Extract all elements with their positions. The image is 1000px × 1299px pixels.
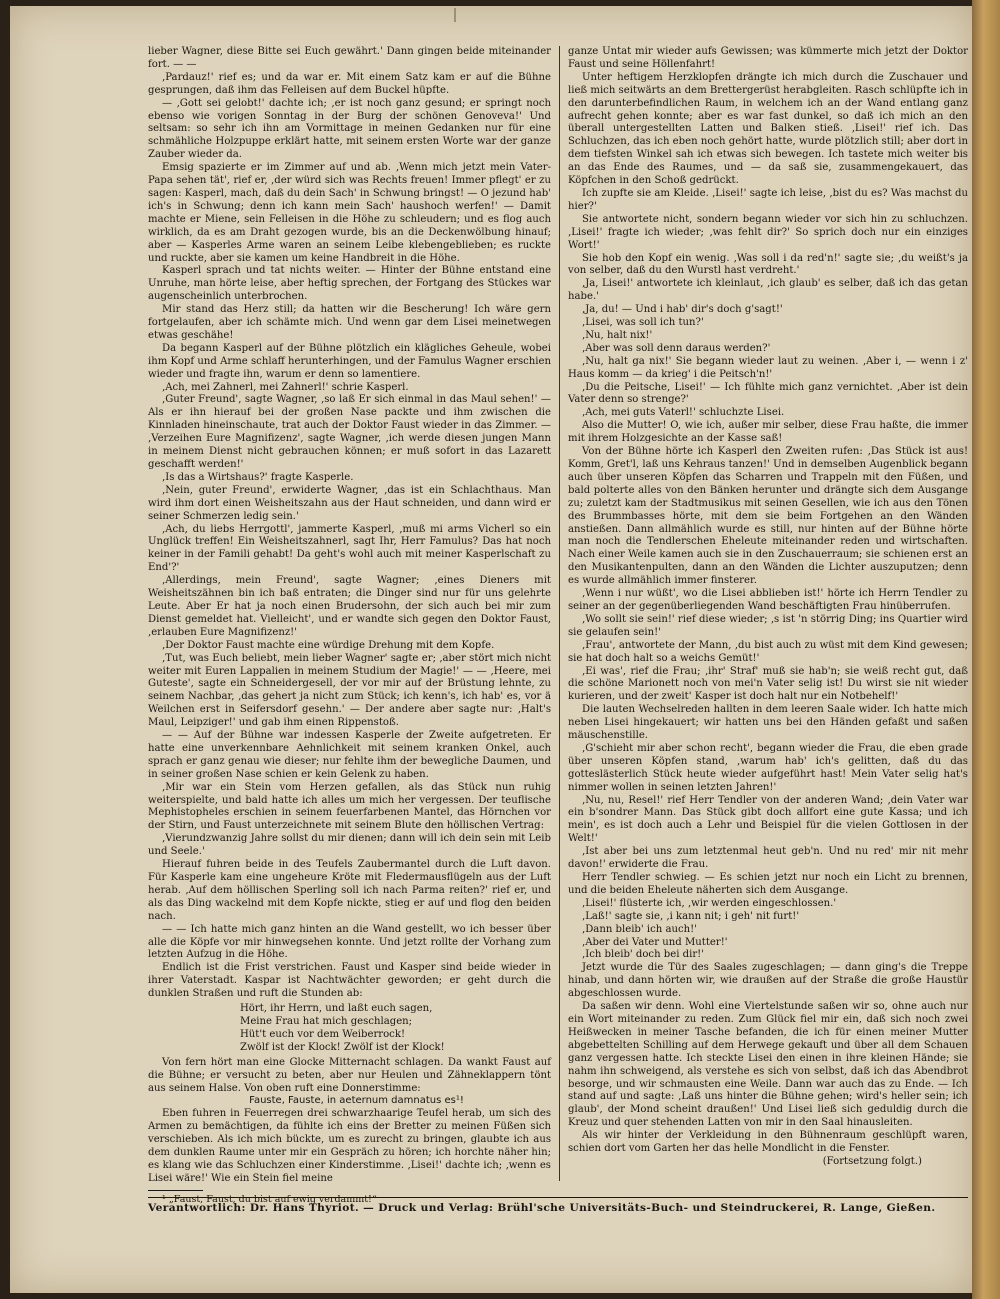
paragraph: Endlich ist die Frist verstrichen. Faust und Kasper sind beide wieder in ihrer Vaterstadt. Kaspar ist Nachtwächter geworden; er geht durch die dunklen Straßen und ruft die Stunden ab:: [148, 962, 551, 1000]
paragraph: Kasperl sprach und tat nichts weiter. — Hinter der Bühne entstand eine Unruhe, man hörte leise, aber heftig sprechen, der Fortgang des Stückes war augenscheinlich unterbrochen.: [148, 265, 551, 303]
paragraph: ‚Vierundzwanzig Jahre sollst du mir dienen; dann will ich dein sein mit Leib und Seele.': [148, 833, 551, 858]
verse-line: Hört, ihr Herrn, und laßt euch sagen,: [240, 1003, 433, 1015]
right-paragraphs: [568, 46, 968, 1156]
left-column: [148, 46, 560, 1205]
left-paragraphs-after-latin: [148, 1108, 551, 1185]
paragraph: ‚Tut, was Euch beliebt, mein lieber Wagner' sagte er; ‚aber stört mich nicht weiter mit Euren Lappalien in meinem Studium der Magie!' — — ‚Heere, mei Guteste', sagte ein Schneidergesell, der vor mir auf der Brüstung lehnte, zu seinem Nachbar, ‚das gehert ja nicht zum Stück; ich kenn's, ich hab' es, vor ä Weilchen erst in Seifersdorf gesehn.' — Der andere aber sagte nur: ‚Halt's Maul, Leipziger!' und gab ihm einen Rippenstoß.: [148, 652, 551, 729]
paragraph: ‚Du die Peitsche, Lisei!' — Ich fühlte mich ganz vernichtet. ‚Aber ist dein Vater denn so strenge?': [568, 381, 968, 406]
left-paragraphs-after-verse: [148, 1057, 551, 1096]
paragraph: — — Auf der Bühne war indessen Kasperle der Zweite aufgetreten. Er hatte eine unverkennbare Aehnlichkeit mit seinem kranken Onkel, auch sprach er ganz genau wie dieser; nur fehlte ihm der bewegliche Daumen, und in seiner großen Nase schien er kein Gelenk zu haben.: [148, 730, 551, 780]
paragraph: ‚Nein, guter Freund', erwiderte Wagner, ‚das ist ein Schlachthaus. Man wird ihm dort einen Weisheitszahn aus der Haut schneiden, und dann wird er seiner Schmerzen ledig sein.': [148, 484, 551, 522]
paragraph: ‚Aber was soll denn daraus werden?': [582, 342, 771, 354]
imprint-line: Verantwortlich: Dr. Hans Thyriot. — Druck und Verlag: Brühl'sche Universitäts-Buch- und Steindruckerei, R. Lange, Gießen.: [148, 1197, 968, 1214]
paragraph: ‚Pardauz!' rief es; und da war er. Mit einem Satz kam er auf die Bühne gesprungen, daß ihm das Felleisen auf dem Buckel hüpfte.: [148, 71, 551, 96]
paragraph: Eben fuhren in Feuerregen drei schwarzhaarige Teufel herab, um sich des Armen zu bemächtigen, da fühlte ich eins der Bretter zu meinen Füßen sich verschieben. Als ich mich bückte, um es zurecht zu bringen, glaubte ich aus dem dunklen Raume unter mir ein Gespräch zu hören; ich horchte näher hin; es klang wie das Schluchzen einer Kinderstimme. ‚Lisei!' dachte ich; ‚wenn es Lisei wäre!' Wie ein Stein fiel meine: [148, 1108, 551, 1184]
paragraph: ‚Ja, Lisei!' antwortete ich kleinlaut, ‚ich glaub' es selber, daß ich das getan habe.': [568, 278, 968, 303]
paragraph: ‚Frau', antwortete der Mann, ‚du bist auch zu wüst mit dem Kind gewesen; sie hat doch halt so a weichs Gemüt!': [568, 639, 968, 664]
paragraph: Die lauten Wechselreden hallten in dem leeren Saale wider. Ich hatte mich neben Lisei hingekauert; wir hatten uns bei den Händen gefaßt und saßen mäuschenstille.: [568, 704, 968, 742]
page-edge: [972, 0, 1000, 1299]
paragraph: ‚Guter Freund', sagte Wagner, ‚so laß Er sich einmal in das Maul sehen!' — Als er ihn hierauf bei der großen Nase packte und ihm zwischen die Kinnladen hineinschaute, trat auch der Doktor Faust wieder in das Zimmer. — ‚Verzeihen Eure Magnifizenz', sagte Wagner, ‚ich werde diesen jungen Mann in meinem Dienst nicht gebrauchen können; er muß sofort in das Lazarett geschafft werden!': [148, 394, 551, 470]
paragraph: Da saßen wir denn. Wohl eine Viertelstunde saßen wir so, ohne auch nur ein Wort miteinander zu reden. Zum Glück fiel mir ein, daß sich noch zwei Heißwecken in meiner Tasche befanden, die ich für einen meiner Mutter abgebettelten Schilling auf dem Herwege gekauft und über all dem Schauen ganz vergessen hatte. Ich steckte Lisei den einen in ihre kleinen Hände; sie nahm ihn schweigend, als verstehe es sich von selbst, daß ich das Abendbrot besorge, und wir schmausten eine Weile. Dann war auch das zu Ende. — Ich stand auf und sagte: ‚Laß uns hinter die Bühne gehen; wird's heller sein; ich glaub', der Mond scheint draußen!' Und Lisei ließ sich geduldig durch die Kreuz und quer stehenden Latten von mir in den Saal hinausleiten.: [568, 1001, 968, 1129]
paragraph: Hierauf fuhren beide in des Teufels Zaubermantel durch die Luft davon. Für Kasperle kam eine ungeheure Kröte mit Fledermausflügeln aus der Luft herab. ‚Auf dem höllischen Sperling soll ich nach Parma reiten?' rief er, und als das Ding wackelnd mit dem Kopfe nickte, stieg er auf und flog den beiden nach.: [148, 859, 551, 922]
paragraph: ‚Ist aber bei uns zum letztenmal heut geb'n. Und nu red' mir nit mehr davon!' erwiderte die Frau.: [568, 846, 968, 871]
paragraph: ‚Laß!' sagte sie, ‚i kann nit; i geh' nit furt!': [582, 910, 800, 922]
paragraph: ‚Ei was', rief die Frau; ‚ihr' Straf' muß sie hab'n; sie weiß recht gut, daß die schöne Marionett noch von mei'n Vater selig ist! Du wirst sie nit wieder kurieren, und der zweit' Kasper ist doch halt nur ein Notbehelf!': [568, 665, 968, 703]
paragraph: ‚Ach, mei guts Vaterl!' schluchzte Lisei.: [582, 407, 785, 419]
paragraph: ‚Aber dei Vater und Mutter!': [582, 936, 728, 948]
paragraph: ‚Lisei!' flüsterte ich, ‚wir werden eingeschlossen.': [582, 897, 837, 909]
paragraph: Ich zupfte sie am Kleide. ‚Lisei!' sagte ich leise, ‚bist du es? Was machst du hier?': [568, 187, 968, 212]
paragraph: Von fern hört man eine Glocke Mitternacht schlagen. Da wankt Faust auf die Bühne; er versucht zu beten, aber nur Heulen und Zähneklappern tönt aus seinem Halse. Von oben ruft eine Donnerstimme:: [148, 1056, 551, 1094]
night-watchman-verse: [240, 1003, 551, 1055]
paragraph: Als wir hinter der Verkleidung in den Bühnenraum geschlüpft waren, schien dort vom Garten her das helle Mondlicht in die Fenster.: [568, 1130, 968, 1155]
verse-line: Zwölf ist der Klock! Zwölf ist der Klock!: [240, 1041, 445, 1053]
footnote-rule: [148, 1190, 203, 1191]
right-column: [560, 46, 968, 1181]
paragraph: Mir stand das Herz still; da hatten wir die Bescherung! Ich wäre gern fortgelaufen, aber ich schämte mich. Und wenn gar dem Lisei meinetwegen etwas geschähe!: [148, 304, 551, 341]
verse-line: Meine Frau hat mich geschlagen;: [240, 1015, 413, 1027]
paragraph: Sie antwortete nicht, sondern begann wieder vor sich hin zu schluchzen. ‚Lisei!' fragte ich wieder; ‚was fehlt dir?' So sprich doch nur ein einziges Wort!': [568, 213, 968, 251]
fold-mark: [454, 8, 456, 22]
paragraph: ‚Wenn i nur wüßt', wo die Lisei abblieben ist!' hörte ich Herrn Tendler zu seiner an der gegenüberliegenden Wand beschäftigten Frau hinüberrufen.: [568, 588, 968, 612]
paragraph: ‚Nu, nu, Resel!' rief Herr Tendler von der anderen Wand; ‚dein Vater war ein b'sondrer Mann. Das Stück gibt doch allfort eine gute Kassa; und ich mein', es ist doch auch a Lehr und Beispiel für die vielen Gottlosen in der Welt!': [568, 794, 968, 845]
paragraph: Herr Tendler schwieg. — Es schien jetzt nur noch ein Licht zu brennen, und die beiden Eheleute näherten sich dem Ausgange.: [568, 872, 968, 896]
paragraph: Da begann Kasperl auf der Bühne plötzlich ein klägliches Geheule, wobei ihm Kopf und Arme schlaff herunterhingen, und der Famulus Wagner erschien wieder und fragte ihn, warum er denn so lamentiere.: [148, 342, 551, 380]
paragraph: ‚Ja, du! — Und i hab' dir's doch g'sagt!': [582, 304, 783, 316]
paragraph: — — Ich hatte mich ganz hinten an die Wand gestellt, wo ich besser über alle die Köpfe vor mir hinwegsehen konnte. Und jetzt rollte der Vorhang zum letzten Aufzug in die Höhe.: [148, 923, 551, 961]
paragraph: lieber Wagner, diese Bitte sei Euch gewährt.' Dann gingen beide miteinander fort. — —: [148, 46, 551, 70]
paragraph: — ‚Gott sei gelobt!' dachte ich; ‚er ist noch ganz gesund; er springt noch ebenso wie vorigen Sonntag in der Burg der schönen Genoveva!' Und seltsam: so sehr ich ihn am Vormittage in meinen Gedanken nur für eine schmähliche Holzpuppe erklärt hatte, mit seinem ersten Worte war der ganze Zauber wieder da.: [148, 97, 551, 161]
paragraph: ‚Der Doktor Faust machte eine würdige Drehung mit dem Kopfe.: [162, 639, 495, 651]
paragraph: Von der Bühne hörte ich Kasperl den Zweiten rufen: ‚Das Stück ist aus! Komm, Gret'l, laß uns Kehraus tanzen!' Und in demselben Augenblick begann auch über unseren Köpfen das Scharren und Trappeln mit den Füßen, und bald polterte alles von den Bänken herunter und drängte sich dem Ausgange zu; zuletzt kam der Stadtmusikus mit seinen Gesellen, wie ich aus den Tönen des Brummbasses hörte, mit dem sie beim Fortgehen an den Wänden anstießen. Dann allmählich wurde es still, nur hinten auf der Bühne hörte man noch die Tendlerschen Eheleute miteinander reden und wirtschaften. Nach einer Weile kamen auch sie in den Zuschauerraum; sie schienen erst an den Musikantenpulten, dann an den Wänden die Lichter auszuputzen; denn es wurde allmählich immer finsterer.: [568, 446, 968, 587]
paragraph: ‚Dann bleib' ich auch!': [582, 923, 697, 935]
paragraph: Emsig spazierte er im Zimmer auf und ab. ‚Wenn mich jetzt mein Vater-Papa sehen tät', rief er, ‚der würd sich was Rechts freuen! Immer pflegt' er zu sagen: Kasperl, mach, daß du dein Sach' in Schwung bringst! — O jezund hab' ich's in Schwung; denn ich kann mein Sach' haushoch werfen!' — Damit machte er Miene, sein Felleisen in die Höhe zu schleudern; und es flog auch wirklich, da es am Draht gezogen wurde, bis an die Deckenwölbung hinauf; aber — Kasperles Arme waren an seinem Leibe klebengeblieben; es ruckte und ruckte, aber sie kamen um keine Handbreit in die Höhe.: [148, 162, 551, 264]
paragraph: ‚Ich bleib' doch bei dir!': [582, 949, 705, 961]
paragraph: ‚Lisei, was soll ich tun?': [582, 317, 704, 329]
paragraph: ganze Untat mir wieder aufs Gewissen; was kümmerte mich jetzt der Doktor Faust und seine Höllenfahrt!: [568, 46, 968, 70]
paragraph: ‚Ach, du liebs Herrgottl', jammerte Kasperl, ‚muß mi arms Vicherl so ein Unglück treffen! Ein Weisheitszahnerl, sagt Ihr, Herr Famulus? Das hat noch keiner in der Famili gehabt! Da geht's wohl auch mit meiner Kasperlschaft zu End'?': [148, 523, 551, 574]
paragraph: ‚Is das a Wirtshaus?' fragte Kasperle.: [162, 471, 354, 483]
text-columns: [148, 46, 969, 1205]
paragraph: Also die Mutter! O, wie ich, außer mir selber, diese Frau haßte, die immer mit ihrem Holzgesichte an der Kasse saß!: [568, 420, 968, 445]
footnote: ¹ „Faust, Faust, du bist auf ewig verdammt!“: [162, 1193, 377, 1205]
paragraph: ‚Ach, mei Zahnerl, mei Zahnerl!' schrie Kasperl.: [162, 381, 409, 393]
paragraph: Sie hob den Kopf ein wenig. ‚Was soll i da red'n!' sagte sie; ‚du weißt's ja von selber, daß du den Wurstl hast verdreht.': [568, 252, 968, 277]
paragraph: ‚Mir war ein Stein vom Herzen gefallen, als das Stück nun ruhig weiterspielte, und bald hatte ich alles um mich her vergessen. Der teuflische Mephistopheles erschien in seinem feuerfarbenen Mantel, das Hörnchen vor der Stirn, und Faust unterzeichnete mit seinem Blute den höllischen Vertrag:: [148, 781, 551, 832]
paragraph: Unter heftigem Herzklopfen drängte ich mich durch die Zuschauer und ließ mich seitwärts an dem Brettergerüst herabgleiten. Rasch schlüpfte ich in den darunterbefindlichen Raum, in welchem ich an der Wand entlang ganz aufrecht gehen konnte; aber es war fast dunkel, so daß ich mich an den überall untergestellten Latten und Balken stieß. ‚Lisei!' rief ich. Das Schluchzen, das ich eben noch gehört hatte, wurde plötzlich still; aber dort in dem tiefsten Winkel sah ich etwas sich bewegen. Ich tastete mich weiter bis an das Ende des Raumes, und — da saß sie, zusammengekauert, das Köpfchen in den Schoß gedrückt.: [568, 71, 969, 187]
paragraph: ‚Allerdings, mein Freund', sagte Wagner; ‚eines Dieners mit Weisheitszähnen bin ich baß entraten; die Dinger sind nur für uns gelehrte Leute. Aber Er hat ja noch einen Brudersohn, der sich auch bei mir zum Dienst gemeldet hat. Vielleicht', und er wandte sich gegen den Doktor Faust, ‚erlauben Eure Magnifizenz!': [148, 575, 551, 638]
left-paragraphs: [148, 46, 551, 1001]
continuation-note: (Fortsetzung folgt.): [822, 1155, 922, 1167]
latin-line: Fauste, Fauste, in aeternum damnatus es¹!: [249, 1095, 464, 1107]
paragraph: ‚Nu, halt nix!': [582, 329, 653, 341]
paragraph: ‚Wo sollt sie sein!' rief diese wieder; ‚s ist 'n störrig Ding; ins Quartier wird sie gelaufen sein!': [568, 613, 968, 638]
paragraph: ‚Nu, halt ga nix!' Sie begann wieder laut zu weinen. ‚Aber i, — wenn i z' Haus komm — da krieg' i die Peitsch'n!': [568, 355, 968, 380]
paragraph: Jetzt wurde die Tür des Saales zugeschlagen; — dann ging's die Treppe hinab, und dann hörten wir, wie draußen auf der Straße die große Haustür abgeschlossen wurde.: [568, 962, 968, 1000]
paragraph: ‚G'schieht mir aber schon recht', begann wieder die Frau, die eben grade über unseren Köpfen stand, ‚warum hab' ich's gelitten, daß du das gotteslästerlich Stück heute wieder aufgeführt hast! Mein Vater selig hat's nimmer wollen in seinen letzten Jahren!': [568, 742, 968, 793]
verse-line: Hüt't euch vor dem Weiberrock!: [240, 1028, 406, 1040]
